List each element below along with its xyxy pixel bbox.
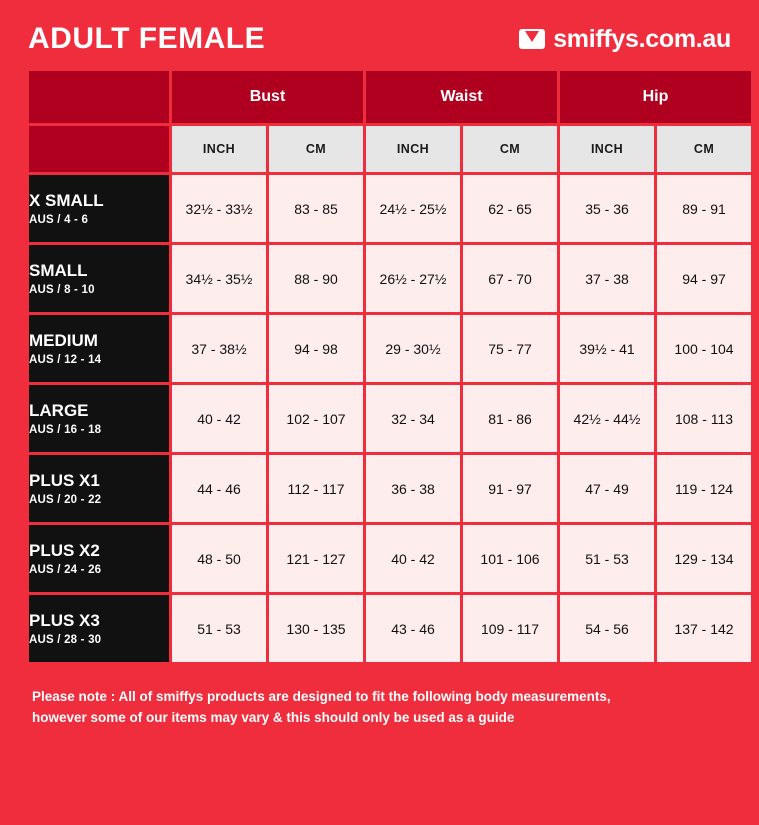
measure-cell: 94 - 97 xyxy=(657,245,751,312)
unit-header: CM xyxy=(657,126,751,172)
measure-cell: 48 - 50 xyxy=(172,525,266,592)
table-row xyxy=(29,595,751,662)
measure-cell: 51 - 53 xyxy=(560,525,654,592)
measure-cell: 129 - 134 xyxy=(657,525,751,592)
size-name: PLUS X1 xyxy=(29,471,100,491)
size-aus: AUS / 28 - 30 xyxy=(29,633,102,646)
table-row xyxy=(29,175,751,242)
measure-cell: 83 - 85 xyxy=(269,175,363,242)
measure-cell: 43 - 46 xyxy=(366,595,460,662)
unit-header: INCH xyxy=(560,126,654,172)
measure-cell: 36 - 38 xyxy=(366,455,460,522)
brand-logo xyxy=(519,25,731,54)
size-aus: AUS / 8 - 10 xyxy=(29,283,95,296)
measure-cell: 121 - 127 xyxy=(269,525,363,592)
measure-cell: 108 - 113 xyxy=(657,385,751,452)
measure-cell: 54 - 56 xyxy=(560,595,654,662)
measure-cell: 102 - 107 xyxy=(269,385,363,452)
size-aus: AUS / 16 - 18 xyxy=(29,423,102,436)
size-aus: AUS / 4 - 6 xyxy=(29,213,89,226)
measure-cell: 75 - 77 xyxy=(463,315,557,382)
table-corner-cell xyxy=(29,71,169,123)
table-row xyxy=(29,455,751,522)
size-label-cell xyxy=(29,175,169,242)
size-table-wrap xyxy=(0,68,759,665)
size-aus: AUS / 24 - 26 xyxy=(29,563,102,576)
table-unit-header-row xyxy=(29,126,751,172)
measure-cell: 100 - 104 xyxy=(657,315,751,382)
size-name: PLUS X2 xyxy=(29,541,100,561)
size-name: LARGE xyxy=(29,401,89,421)
measure-cell: 40 - 42 xyxy=(366,525,460,592)
size-label-cell xyxy=(29,385,169,452)
measure-cell: 62 - 65 xyxy=(463,175,557,242)
measure-cell: 34½ - 35½ xyxy=(172,245,266,312)
unit-header: INCH xyxy=(366,126,460,172)
unit-header: CM xyxy=(463,126,557,172)
measure-cell: 89 - 91 xyxy=(657,175,751,242)
measure-cell: 101 - 106 xyxy=(463,525,557,592)
measure-cell: 137 - 142 xyxy=(657,595,751,662)
footer-note xyxy=(0,665,759,729)
table-group-header-row xyxy=(29,71,751,123)
measure-cell: 47 - 49 xyxy=(560,455,654,522)
group-header-waist: Waist xyxy=(366,71,557,123)
measure-cell: 94 - 98 xyxy=(269,315,363,382)
size-name: MEDIUM xyxy=(29,331,98,351)
measure-cell: 81 - 86 xyxy=(463,385,557,452)
measure-cell: 32 - 34 xyxy=(366,385,460,452)
measure-cell: 39½ - 41 xyxy=(560,315,654,382)
size-aus: AUS / 12 - 14 xyxy=(29,353,102,366)
brand-name: smiffys.com.au xyxy=(553,24,731,53)
measure-cell: 88 - 90 xyxy=(269,245,363,312)
unit-header: CM xyxy=(269,126,363,172)
page-title: ADULT FEMALE xyxy=(28,22,266,55)
measure-cell: 32½ - 33½ xyxy=(172,175,266,242)
table-corner-cell-2 xyxy=(29,126,169,172)
table-row xyxy=(29,385,751,452)
group-header-hip: Hip xyxy=(560,71,751,123)
size-label-cell xyxy=(29,595,169,662)
smiffys-logo-icon xyxy=(519,29,545,49)
size-label-cell xyxy=(29,455,169,522)
table-row xyxy=(29,245,751,312)
measure-cell: 67 - 70 xyxy=(463,245,557,312)
measure-cell: 35 - 36 xyxy=(560,175,654,242)
measure-cell: 24½ - 25½ xyxy=(366,175,460,242)
table-row xyxy=(29,525,751,592)
measure-cell: 109 - 117 xyxy=(463,595,557,662)
size-name: X SMALL xyxy=(29,191,104,211)
measure-cell: 42½ - 44½ xyxy=(560,385,654,452)
footer-note-line2: however some of our items may vary & this should only be used as a guide xyxy=(32,709,515,725)
measure-cell: 37 - 38 xyxy=(560,245,654,312)
size-name: PLUS X3 xyxy=(29,611,100,631)
measure-cell: 91 - 97 xyxy=(463,455,557,522)
size-label-cell xyxy=(29,245,169,312)
size-label-cell xyxy=(29,525,169,592)
measure-cell: 130 - 135 xyxy=(269,595,363,662)
measure-cell: 29 - 30½ xyxy=(366,315,460,382)
measure-cell: 37 - 38½ xyxy=(172,315,266,382)
unit-header: INCH xyxy=(172,126,266,172)
size-aus: AUS / 20 - 22 xyxy=(29,493,102,506)
group-header-bust: Bust xyxy=(172,71,363,123)
page-header xyxy=(0,0,759,68)
footer-note-line1: Please note : All of smiffys products are designed to fit the following body measurements, xyxy=(32,689,611,704)
measure-cell: 26½ - 27½ xyxy=(366,245,460,312)
size-name: SMALL xyxy=(29,261,88,281)
size-label-cell xyxy=(29,315,169,382)
size-chart-table xyxy=(26,68,754,665)
measure-cell: 40 - 42 xyxy=(172,385,266,452)
measure-cell: 119 - 124 xyxy=(657,455,751,522)
measure-cell: 51 - 53 xyxy=(172,595,266,662)
measure-cell: 112 - 117 xyxy=(269,455,363,522)
table-row xyxy=(29,315,751,382)
measure-cell: 44 - 46 xyxy=(172,455,266,522)
